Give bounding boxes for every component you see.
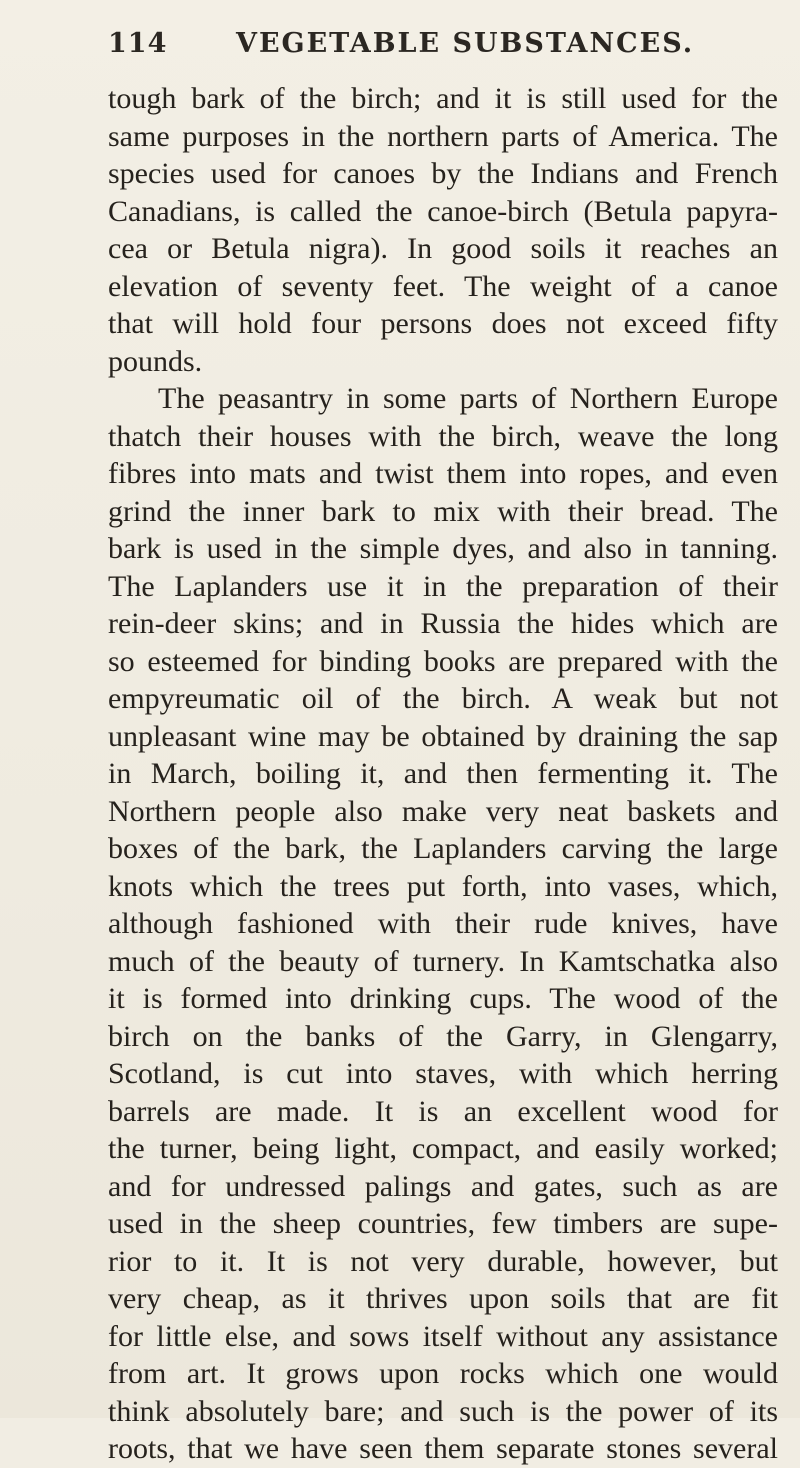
text-line: same purposes in the northern parts of America. The (108, 119, 778, 153)
body-text (108, 80, 778, 1468)
text-line: that will hold four persons does not exceed fifty (108, 307, 778, 340)
text-line: The peasantry in some parts of Northern Europe (158, 382, 778, 415)
text-line: used in the sheep countries, few timbers are supe- (108, 1207, 778, 1240)
text-line: rior to it. It is not very durable, however, but (108, 1244, 778, 1278)
text-line: from art. It grows upon rocks which one would (108, 1357, 778, 1390)
text-line: boxes of the bark, the Laplanders carving the large (108, 832, 778, 865)
text-line: unpleasant wine may be obtained by draining the sap (108, 719, 778, 753)
text-line: species used for canoes by the Indians and French (108, 157, 778, 190)
text-line: roots, that we have seen them separate stones several (108, 1432, 778, 1465)
text-line: birch on the banks of the Garry, in Glengarry, (108, 1019, 778, 1053)
text-line: The Laplanders use it in the preparation of their (108, 569, 778, 603)
text-line: so esteemed for binding books are prepared with the (108, 644, 778, 678)
text-line: for little else, and sows itself without any assistance (108, 1319, 778, 1353)
text-line: empyreumatic oil of the birch. A weak but not (108, 682, 778, 715)
text-line: thatch their houses with the birch, weave the long (108, 419, 778, 453)
text-line: much of the beauty of turnery. In Kamtschatka also (108, 944, 778, 978)
running-head (108, 24, 778, 64)
text-line: pounds. (108, 344, 203, 378)
text-line: think absolutely bare; and such is the power of its (108, 1394, 778, 1428)
text-line: barrels are made. It is an excellent wood for (108, 1094, 778, 1128)
text-line: bark is used in the simple dyes, and also in tanning. (108, 532, 778, 565)
text-line: rein-deer skins; and in Russia the hides which are (108, 607, 778, 640)
text-line: elevation of seventy feet. The weight of a canoe (108, 269, 778, 303)
text-line: knots which the trees put forth, into vases, which, (108, 869, 778, 903)
text-line: and for undressed palings and gates, such as are (108, 1169, 778, 1203)
text-line: Canadians, is called the canoe-birch (Betula papyra- (108, 194, 778, 228)
running-title: VEGETABLE SUBSTANCES. (236, 28, 695, 59)
text-line: Scotland, is cut into staves, with which herring (108, 1057, 778, 1090)
text-line: Northern people also make very neat baskets and (108, 794, 778, 828)
text-line: grind the inner bark to mix with their bread. The (108, 494, 778, 528)
page-number: 114 (108, 28, 168, 59)
text-line: it is formed into drinking cups. The wood of the (108, 982, 778, 1015)
text-line: the turner, being light, compact, and easily worked; (108, 1132, 778, 1165)
text-line: tough bark of the birch; and it is still used for the (108, 82, 778, 115)
text-line: in March, boiling it, and then fermenting it. The (108, 757, 778, 790)
text-line: although fashioned with their rude knives, have (108, 907, 778, 940)
text-line: very cheap, as it thrives upon soils that are fit (108, 1282, 778, 1315)
text-line: fibres into mats and twist them into ropes, and even (108, 457, 778, 490)
text-line: cea or Betula nigra). In good soils it reaches an (108, 232, 778, 265)
